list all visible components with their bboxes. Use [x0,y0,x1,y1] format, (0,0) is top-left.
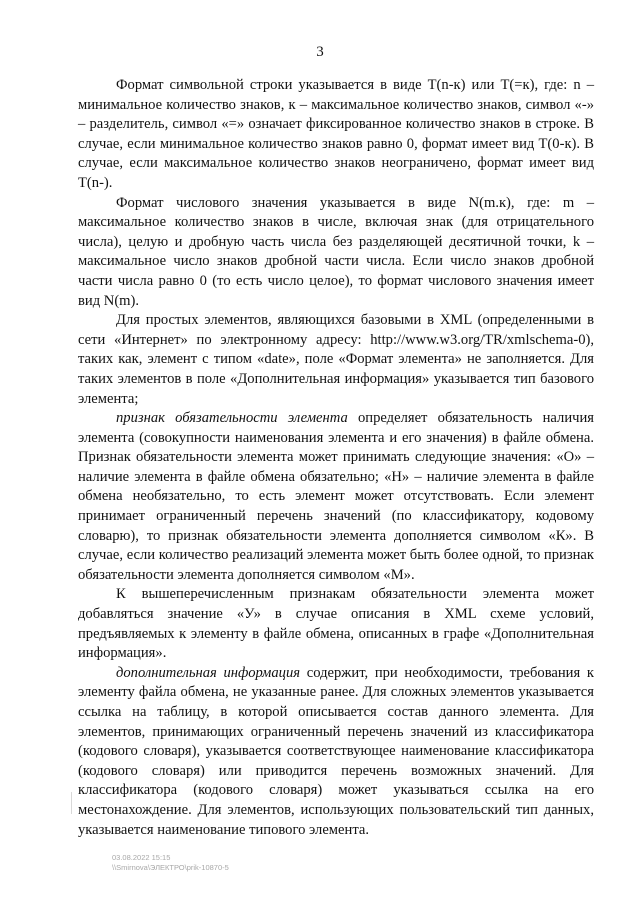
paragraph-text: содержит, при необходимости, требования к элементу файла обмена, не указанные ранее. Для сложных элементов указывается ссылка на таблицу, в которой описывается состав данного элемента. Для элементов, принимающих ограниченный перечень значений из классификатора (кодового словаря), указывается соответствующее наименование классификатора (кодового словаря) или приводится перечень возможных значений. Для классификатора (кодового словаря) может указываться ссылка на его местонахождение. Для элементов, использующих пользовательский тип данных, указывается наименование типового элемента. [78,664,594,838]
paragraph-text: К вышеперечисленным признакам обязательности элемента может добавляться значение «У» в случае описания в XML схеме условий, предъявляемых к элементу в файле обмена, описанных в графе «Дополнительная информация». [78,586,594,662]
paragraph-conditional-value [78,585,594,663]
paragraph-text: Для простых элементов, являющихся базовыми в XML (определенными в сети «Интернет» по электронному адресу: http://www.w3.org/TR/xmlschema-0), таких как, элемент с типом «date», поле «Формат элемента» не заполняется. Для таких элементов в поле «Дополнительная информация» указывается тип базового элемента; [78,312,594,407]
paragraph-text: определяет обязательность наличия элемента (совокупности наименования элемента и его значения) в файле обмена. Признак обязательности элемента может принимать следующие значения: «О» – наличие элемента в файле обмена обязательно; «Н» – наличие элемента в файле обмена необязательно, то есть элемент может отсутствовать. Если элемент принимает ограниченный перечень значений (по классификатору, кодовому словарю), то признак обязательности элемента дополняется символом «К». В случае, если количество реализаций элемента может быть более одной, то признак обязательности элемента дополняется символом «М». [78,410,594,583]
paragraph-number-format [78,194,594,312]
paragraph-text: Формат числового значения указывается в виде N(m.к), где: m – максимальное количество знаков в числе, включая знак (для отрицательного числа), целую и дробную часть числа без разделяющей десятичной точки, k – максимальное число знаков дробной части числа. Если число знаков дробной части числа равно 0 (то есть число целое), то формат числового значения имеет вид N(m). [78,194,594,309]
document-body [78,76,594,840]
footer-path: \\Smirnova\ЭЛЕКТРО\prik-10870-5 [112,863,229,872]
paragraph-simple-elements [78,311,594,409]
paragraph-string-format [78,76,594,194]
paragraph-required-flag [78,409,594,585]
page-number: 3 [316,44,324,60]
term-required-flag: признак обязательности элемента [116,410,348,427]
paragraph-additional-info [78,664,594,840]
footer-date: 03.08.2022 15:15 [112,853,171,862]
footer-stamp [112,853,229,873]
paragraph-text: Формат символьной строки указывается в виде Т(n-к) или Т(=к), где: n – минимальное количество знаков, к – максимальное количество знаков, символ «-» – разделитель, символ «=» означает фиксированное количество знаков в строке. В случае, если минимальное количество знаков равно 0, формат имеет вид Т(0-к). В случае, если максимальное количество знаков неограничено, формат имеет вид Т(n-). [78,77,594,191]
scan-mark [71,792,72,814]
term-additional-info: дополнительная информация [116,664,301,681]
